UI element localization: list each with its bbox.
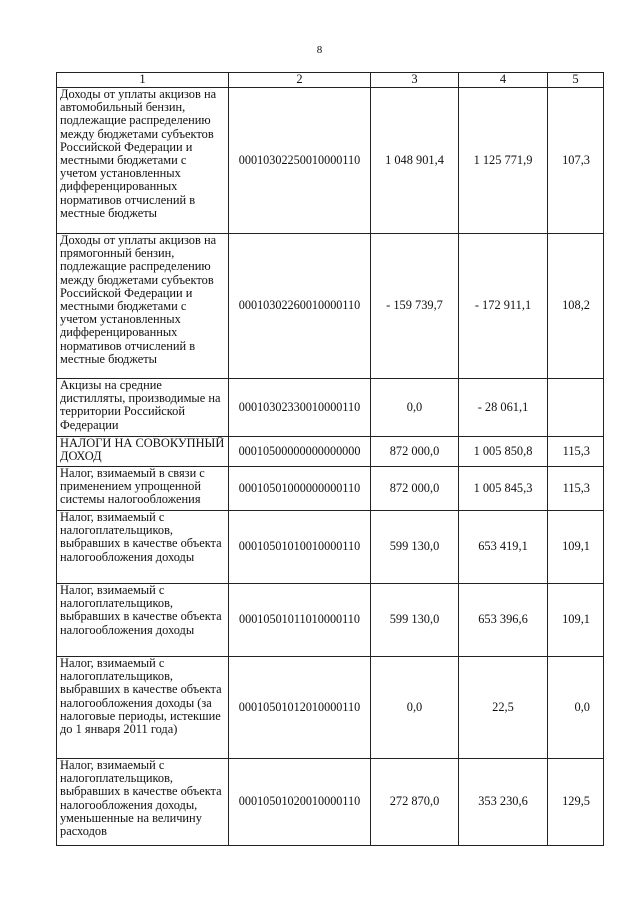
row-code: 00010302330010000110 xyxy=(229,379,371,437)
row-name: Налог, взимаемый с налогоплательщиков, выбравших в качестве объекта налогообложения доходы (за налоговые периоды, истекшие до 1 января 2011 года) xyxy=(57,657,229,759)
row-actual: 653 419,1 xyxy=(459,511,548,584)
row-name: Налог, взимаемый в связи с применением упрощенной системы налогообложения xyxy=(57,467,229,511)
row-actual: - 28 061,1 xyxy=(459,379,548,437)
row-code: 00010501012010000110 xyxy=(229,657,371,759)
column-header: 4 xyxy=(459,73,548,88)
table-row xyxy=(57,759,604,846)
table-header-row xyxy=(57,73,604,88)
row-percent: 0,0 xyxy=(548,657,604,759)
row-actual: 22,5 xyxy=(459,657,548,759)
row-planned: 599 130,0 xyxy=(371,511,459,584)
row-percent xyxy=(548,379,604,437)
column-header: 1 xyxy=(57,73,229,88)
row-name: Налог, взимаемый с налогоплательщиков, выбравших в качестве объекта налогообложения доходы, уменьшенные на величину расходов xyxy=(57,759,229,846)
row-code: 00010501020010000110 xyxy=(229,759,371,846)
table-row xyxy=(57,584,604,657)
row-percent: 108,2 xyxy=(548,234,604,379)
row-actual: 653 396,6 xyxy=(459,584,548,657)
row-percent: 109,1 xyxy=(548,511,604,584)
table-row xyxy=(57,467,604,511)
column-header: 5 xyxy=(548,73,604,88)
row-code: 00010302260010000110 xyxy=(229,234,371,379)
row-planned: 599 130,0 xyxy=(371,584,459,657)
row-name: Налог, взимаемый с налогоплательщиков, выбравших в качестве объекта налогообложения доходы xyxy=(57,584,229,657)
row-code: 00010500000000000000 xyxy=(229,437,371,467)
row-planned: - 159 739,7 xyxy=(371,234,459,379)
row-percent: 107,3 xyxy=(548,88,604,234)
row-planned: 872 000,0 xyxy=(371,437,459,467)
row-name: Доходы от уплаты акцизов на автомобильный бензин, подлежащие распределению между бюджетами субъектов Российской Федерации и местными бюджетами с учетом установленных дифференцированных нормативов отчислений в местные бюджеты xyxy=(57,88,229,234)
column-header: 3 xyxy=(371,73,459,88)
row-actual: 1 125 771,9 xyxy=(459,88,548,234)
row-planned: 272 870,0 xyxy=(371,759,459,846)
table-row xyxy=(57,511,604,584)
row-planned: 872 000,0 xyxy=(371,467,459,511)
row-code: 00010501011010000110 xyxy=(229,584,371,657)
row-actual: 1 005 845,3 xyxy=(459,467,548,511)
row-code: 00010501010010000110 xyxy=(229,511,371,584)
row-percent: 115,3 xyxy=(548,437,604,467)
row-name: НАЛОГИ НА СОВОКУПНЫЙ ДОХОД xyxy=(57,437,229,467)
row-actual: - 172 911,1 xyxy=(459,234,548,379)
row-code: 00010501000000000110 xyxy=(229,467,371,511)
table-row xyxy=(57,88,604,234)
row-percent: 115,3 xyxy=(548,467,604,511)
row-planned: 1 048 901,4 xyxy=(371,88,459,234)
column-header: 2 xyxy=(229,73,371,88)
row-code: 00010302250010000110 xyxy=(229,88,371,234)
table-row xyxy=(57,437,604,467)
row-percent: 129,5 xyxy=(548,759,604,846)
page-number: 8 xyxy=(316,44,323,56)
table-row xyxy=(57,657,604,759)
row-name: Доходы от уплаты акцизов на прямогонный бензин, подлежащие распределению между бюджетами субъектов Российской Федерации и местными бюджетами с учетом установленных дифференцированных нормативов отчислений в местные бюджеты xyxy=(57,234,229,379)
revenue-table xyxy=(56,72,604,846)
row-planned: 0,0 xyxy=(371,657,459,759)
row-percent: 109,1 xyxy=(548,584,604,657)
table-row xyxy=(57,234,604,379)
row-name: Акцизы на средние дистилляты, производимые на территории Российской Федерации xyxy=(57,379,229,437)
table-row xyxy=(57,379,604,437)
row-actual: 353 230,6 xyxy=(459,759,548,846)
row-name: Налог, взимаемый с налогоплательщиков, выбравших в качестве объекта налогообложения доходы xyxy=(57,511,229,584)
row-actual: 1 005 850,8 xyxy=(459,437,548,467)
row-planned: 0,0 xyxy=(371,379,459,437)
